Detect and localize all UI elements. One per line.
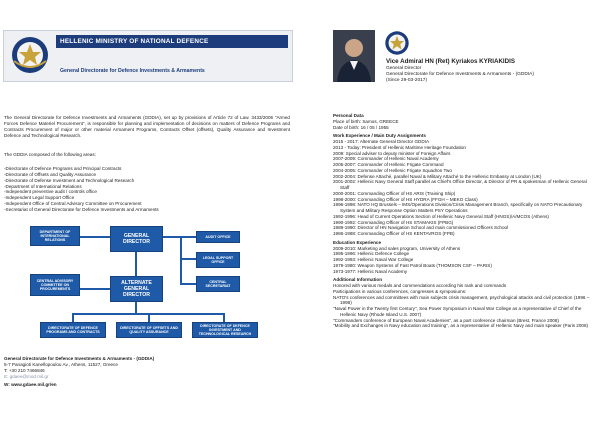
list-item: 1979-1980: Weapon Systems of Fast Patrol Boats (THOMSON CSF – PARIS)	[333, 262, 492, 268]
cv-block	[333, 113, 595, 329]
list-item: 1996-1998: NATO HQ Brussels – IMS/Operations Division/Crisis Management Branch, specifically on NATO Precautionary System and Military Response Option Matters PSY Operations	[333, 202, 583, 213]
section-heading: Additional Information	[333, 277, 382, 283]
list-item: 1992-1996: Head of Current Operations Section of Hellenic Navy General Staff (HNGS)/A/MCOS (Athens)	[333, 213, 549, 219]
connector-line	[80, 288, 110, 290]
person-silhouette-icon	[333, 30, 375, 82]
directorate-subtitle: General Directorate for Defence Investments & Armaments	[60, 68, 205, 74]
contact-address: 5-7 Panagioti Kanellopoulou Av., Athens, 11527, Greece	[4, 361, 118, 367]
org-box-general-director: GENERAL DIRECTOR	[110, 226, 163, 252]
org-box-secretariat: CENTRAL SECRETARIAT	[196, 276, 240, 292]
list-item: 2001-2002: Hellenic Navy General Staff parallel as Chief's Office Director, & Director of PR & spokesman of Hellenic General Staff	[333, 179, 587, 190]
areas-list	[4, 166, 159, 213]
org-box-audit: AUDIT OFFICE	[196, 231, 240, 243]
connector-line	[80, 236, 110, 238]
areas-heading: The GDDIA composed of the following areas:	[4, 152, 96, 157]
contact-phone: T: +30 210 7466846	[4, 367, 45, 373]
list-item: "Mobility and Exchanges in Navy education and training", as a representative of Hellenic Navy and main speaker (Paris 2008)	[333, 323, 589, 329]
list-item: -Department of International Relations	[4, 183, 82, 189]
list-item: 2015 - 2017: Alternate General Director GDDIA	[333, 139, 430, 144]
list-item: Date of birth: 16 / 05 / 1955	[333, 124, 389, 130]
list-item: -Directorate of Offsets and Quality Assurance	[4, 171, 97, 177]
org-box-dir-programs: DIRECTORATE OF DEFENCE PROGRAMS AND CONTRACTS	[40, 322, 106, 338]
list-item: 1989-1990: Director of HN Navigation School and main commissioned Officers School	[333, 225, 509, 231]
list-item: 2004-2005: Commander of Hellenic Frigate Squadron Two	[333, 167, 452, 173]
org-box-dir-investment: DIRECTORATE OF DEFENCE INVESTMENT AND TECHNOLOGICAL RESEARCH	[192, 322, 258, 338]
list-item: -Independent Legal Support Office	[4, 195, 75, 201]
list-item: -Directorate of Defence Programs and Principal Contracts	[4, 166, 122, 171]
list-item: -Independent Office of Central Advisory Committee on Procurement	[4, 201, 142, 207]
org-box-dir-offsets: DIRECTORATE OF OFFSETS AND QUALITY ASSURANCE	[116, 322, 182, 338]
contact-block	[4, 356, 294, 388]
list-item: -Secretariat of General Directorate for Defence Investments and Armaments	[4, 206, 159, 212]
ministry-emblem-icon	[10, 35, 50, 75]
list-item: 2005-2007: Commander of Hellenic Frigate Command	[333, 162, 444, 167]
web-label: W:	[4, 381, 10, 387]
section-heading: Personal Data	[333, 113, 364, 118]
contact-email[interactable]: E: gdaee@mod.mil.gr	[4, 373, 49, 379]
director-org: General Directorate for Defence Investments & Armaments - (GDDIA)	[386, 72, 534, 78]
section-heading: Education Experience	[333, 239, 381, 245]
list-item: -Directorate of Defense Investment and Technological Research	[4, 177, 135, 183]
director-role: General Director	[386, 66, 422, 71]
connector-line	[180, 283, 196, 285]
director-name: Vice Admiral HN (Ret) Kyriakos KYRIAKIDIS	[386, 58, 515, 65]
list-item: Honored with various medals and commendations according his rank and commands	[333, 283, 507, 288]
list-item: 1990-1992: Commanding Officer of HS STAMAKIS (FPBG)	[333, 219, 454, 225]
list-item: 1995-1996: Hellenic Defence College	[333, 251, 410, 257]
list-item: 2009: Special adviser to deputy minister of Foreign Affairs	[333, 150, 451, 156]
org-box-advisory-committee: CENTRAL ADVISORY COMMITTEE ON PROCUREMENTS	[30, 274, 80, 296]
director-header	[386, 58, 598, 85]
list-item: 1992-1993: Hellenic Naval War College	[333, 257, 414, 262]
list-item: 1986-1988: Commanding Officer of HS KENTAVROS (FPB)	[333, 231, 455, 236]
list-item: 1973-1977: Hellenic Naval Academy	[333, 268, 408, 274]
connector-line	[180, 236, 182, 284]
list-item: -Independent preventive audit / controls office	[4, 189, 97, 195]
org-box-legal: LEGAL SUPPORT OFFICE	[196, 252, 240, 268]
website-link[interactable]: www.gdaee.mil.gr/en	[11, 381, 57, 387]
list-item: 1998-2000: Commanding Officer of HS HYDRA (FFGH – MEKO Class)	[333, 196, 478, 202]
list-item: 2009-2010: Marketing and sales program, University of Athens	[333, 245, 461, 251]
list-item: 2013 - Today: President of Hellenic Maritime Heritage Foundation	[333, 144, 466, 150]
director-since: (Since 29-03-2017)	[386, 78, 428, 84]
contact-org-name: General Directorate for Defence Investments & Armaments - (GDDIA)	[4, 356, 155, 361]
org-chart	[30, 226, 262, 338]
list-item: "Naval Power in the Twenty first Century", Sea Power Symposium in Naval War College as a representative of Chief of the Hellenic Navy (Rhode Island U.S. 2007)	[333, 306, 582, 317]
intro-paragraph: The General Directorate for Defence Investments and Armaments (GDDIA), set up by provisions of Article 72 of Law. 3433/2006 "Armed Forces Defence Materiel Procurement", is responsible for planning and implementation of decisions on matters of Defence Programs and Contracts Procurement of major or other material Armament Programs, Contracts Offset (offsets), Quality Assurance and Investment Defence and Technological Research.	[4, 115, 290, 138]
org-box-intl-relations: DEPARTMENT OF INTERNATIONAL RELATIONS	[30, 226, 80, 246]
list-item: Participations in various conferences, congresses & symposiums:	[333, 288, 467, 294]
connector-line	[180, 258, 196, 260]
portrait-photo	[333, 30, 375, 82]
ministry-title: HELLENIC MINISTRY OF NATIONAL DEFENCE	[56, 35, 288, 48]
list-item: NATO's conferences and committees with main subjects crisis management, psychological attacks and civil protection (1996 – 1998)	[333, 294, 590, 306]
list-item: 2007-2009: Commander of Hellenic Naval Academy	[333, 156, 439, 162]
section-heading: Work Experience / Main Duty Assignments	[333, 133, 426, 139]
list-item: 2000-2001: Commanding Officer of HS ARIS (Training Ship)	[333, 190, 456, 196]
list-item: 2002-2004: Defense Attaché, parallel Naval & Military Attaché to the Hellenic Embassy at London (UK)	[333, 173, 542, 179]
list-item: Place of birth: Samos, GREECE	[333, 118, 399, 124]
org-box-alternate-director: ALTERNATE GENERAL DIRECTOR	[110, 276, 163, 302]
header-banner	[3, 30, 293, 82]
list-item: "Commanders conference of European Naval Academies", as a part conference chairman (Brest, France 2008)	[333, 317, 559, 323]
ministry-emblem-icon	[384, 30, 410, 56]
